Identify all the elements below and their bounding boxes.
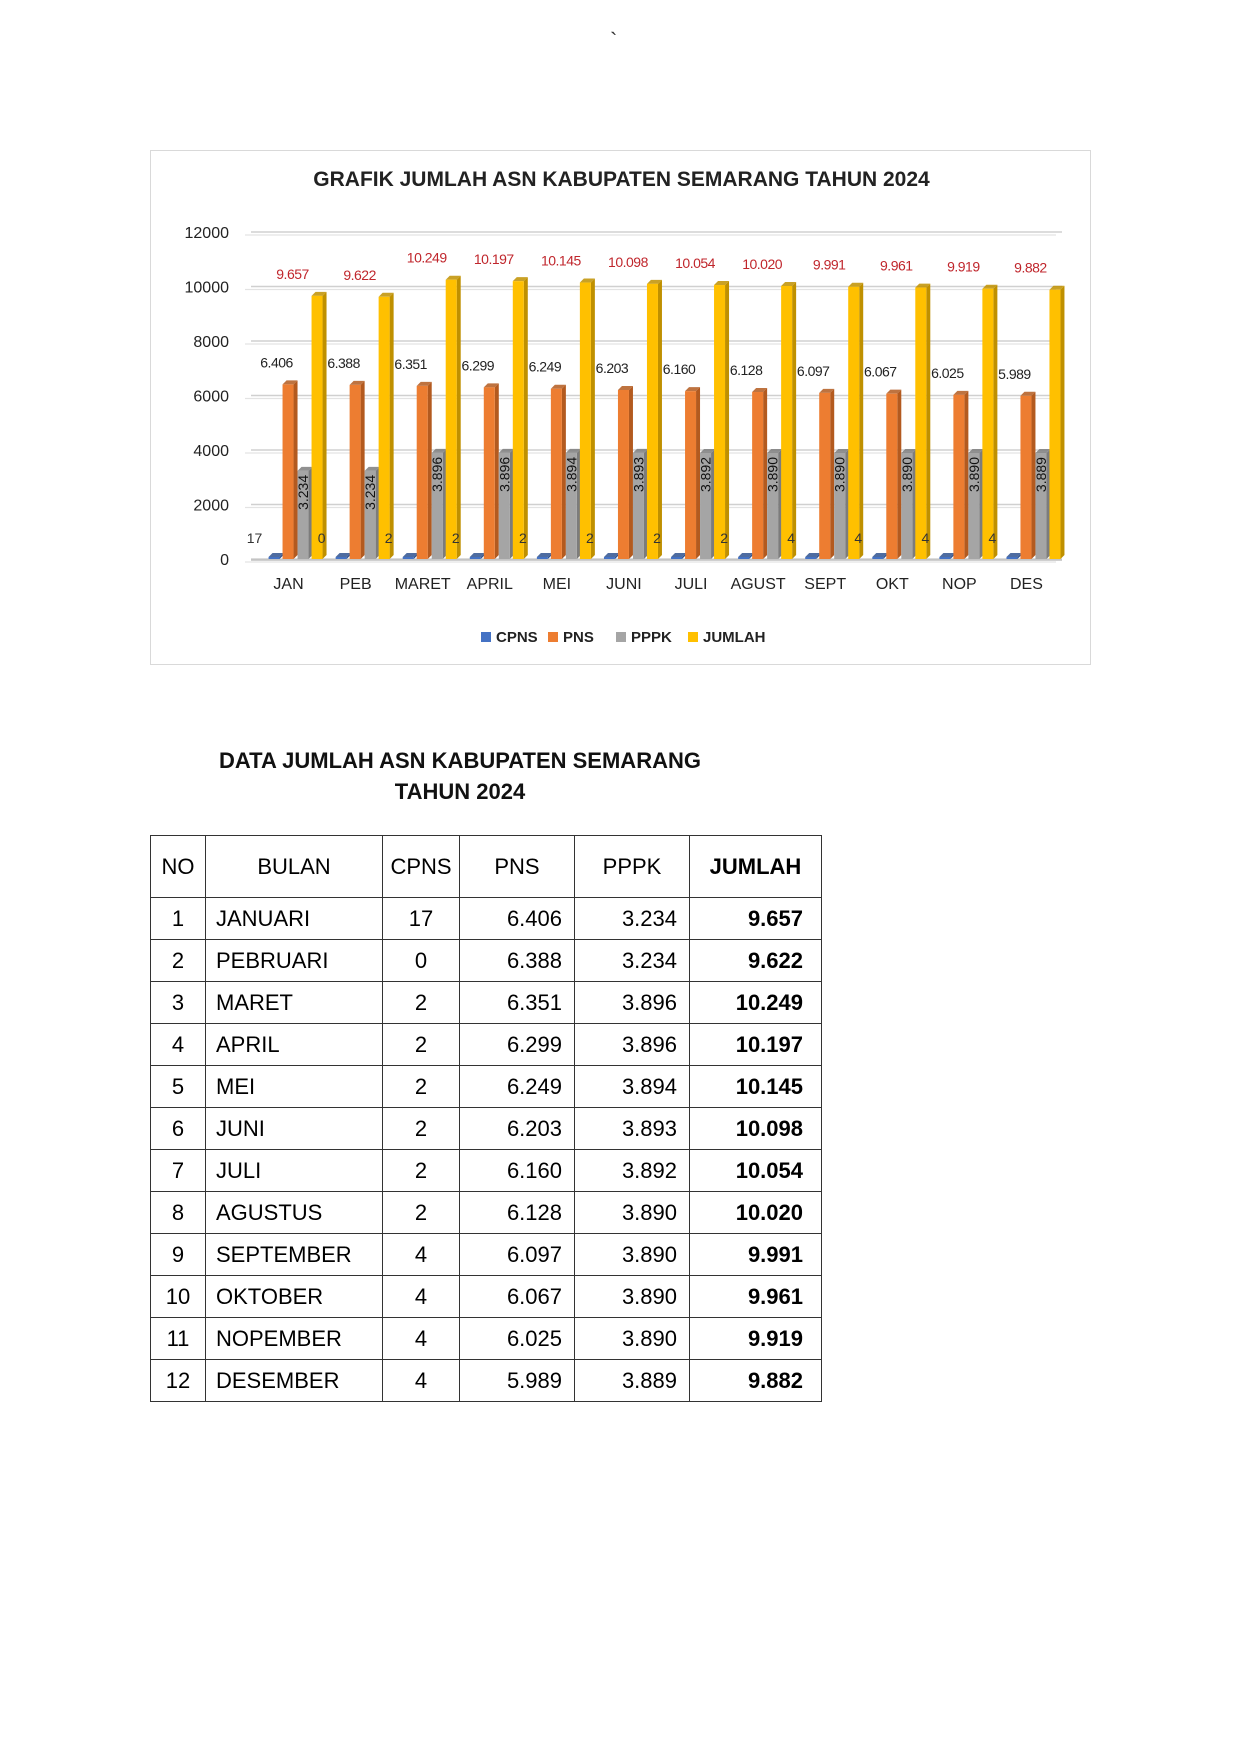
bar-pns [752, 392, 763, 559]
cell-cpns: 17 [383, 898, 460, 940]
data-label-jumlah: 10.098 [608, 253, 648, 270]
cell-no: 4 [151, 1024, 206, 1066]
bar-pns [283, 384, 294, 559]
bar-side-jumlah [792, 282, 796, 559]
data-label-pppk: 3.890 [764, 456, 781, 493]
data-label-pppk: 3.892 [697, 456, 714, 492]
cell-pns: 6.203 [460, 1108, 575, 1150]
table-row [151, 1024, 822, 1066]
legend-label-jumlah: JUMLAH [703, 629, 766, 646]
cell-no: 3 [151, 982, 206, 1024]
data-label-pns: 6.067 [864, 363, 897, 380]
data-label-pns: 6.249 [528, 358, 562, 375]
cell-pppk: 3.234 [575, 940, 690, 982]
data-label-pppk: 3.234 [362, 474, 379, 510]
cell-jumlah: 9.961 [690, 1276, 822, 1318]
cell-no: 10 [151, 1276, 206, 1318]
y-tick-label: 6000 [193, 388, 229, 406]
legend-swatch-pppk [616, 632, 626, 642]
cell-pns: 5.989 [460, 1360, 575, 1402]
cell-bulan: JUNI [206, 1108, 383, 1150]
data-label-cpns: 2 [586, 530, 594, 546]
data-label-pns: 6.406 [260, 354, 293, 371]
bar-pns [618, 390, 629, 559]
data-label-cpns: 2 [720, 530, 729, 546]
table-row [151, 1108, 822, 1150]
cell-bulan: MEI [206, 1066, 383, 1108]
x-tick-label: PEB [339, 576, 372, 593]
bar-pns [551, 389, 562, 559]
data-label-pns: 6.351 [394, 355, 427, 372]
cell-pns: 6.128 [460, 1192, 575, 1234]
cell-bulan: JANUARI [206, 898, 383, 940]
cell-no: 12 [151, 1360, 206, 1402]
cell-pns: 6.067 [460, 1276, 575, 1318]
data-label-jumlah: 10.020 [742, 255, 783, 272]
cell-jumlah: 9.991 [690, 1234, 822, 1276]
cell-pns: 6.406 [460, 898, 575, 940]
cell-cpns: 0 [383, 940, 460, 982]
data-label-jumlah: 9.657 [276, 265, 309, 282]
bar-jumlah [714, 285, 725, 559]
table-row [151, 1276, 822, 1318]
cell-jumlah: 10.054 [690, 1150, 822, 1192]
table-header-row [151, 836, 822, 898]
data-label-pns: 6.097 [796, 362, 830, 379]
bar-pns [886, 394, 897, 559]
data-label-pns: 6.128 [729, 362, 763, 379]
cell-jumlah: 10.098 [690, 1108, 822, 1150]
cell-no: 2 [151, 940, 206, 982]
cell-cpns: 2 [383, 1108, 460, 1150]
bar-jumlah [915, 288, 926, 559]
data-label-pppk: 3.890 [831, 456, 848, 493]
cell-jumlah: 9.622 [690, 940, 822, 982]
bar-jumlah [446, 280, 457, 559]
cell-bulan: OKTOBER [206, 1276, 383, 1318]
cell-pppk: 3.890 [575, 1276, 690, 1318]
table-row [151, 1234, 822, 1276]
bar-side-jumlah [658, 280, 662, 559]
cell-jumlah: 9.882 [690, 1360, 822, 1402]
data-label-pns: 6.388 [327, 354, 360, 371]
cell-no: 7 [151, 1150, 206, 1192]
cell-no: 6 [151, 1108, 206, 1150]
bar-cpns [470, 557, 481, 559]
chart-title: GRAFIK JUMLAH ASN KABUPATEN SEMARANG TAHUN 2024 [313, 168, 930, 191]
cell-cpns: 4 [383, 1276, 460, 1318]
table-title [150, 745, 770, 807]
bar-cpns [872, 557, 883, 559]
bar-jumlah [312, 296, 323, 559]
header-pppk: PPPK [575, 836, 690, 898]
x-tick-label: OKT [875, 576, 909, 593]
table-row [151, 1150, 822, 1192]
x-tick-label: DES [1010, 576, 1043, 593]
data-label-cpns: 4 [854, 530, 863, 546]
bar-pns [953, 395, 964, 559]
data-label-pns: 6.025 [931, 364, 964, 381]
header-cpns: CPNS [383, 836, 460, 898]
legend-label-pns: PNS [563, 629, 594, 646]
header-jumlah: JUMLAH [690, 836, 822, 898]
bar-side-jumlah [993, 285, 997, 559]
cell-jumlah: 10.145 [690, 1066, 822, 1108]
data-label-cpns: 4 [988, 530, 997, 546]
cell-cpns: 2 [383, 1066, 460, 1108]
bar-jumlah [982, 289, 993, 559]
cell-pppk: 3.234 [575, 898, 690, 940]
table-title-line2: TAHUN 2024 [394, 779, 526, 804]
table-row [151, 1318, 822, 1360]
data-label-jumlah: 9.622 [343, 266, 376, 283]
bar-jumlah [647, 284, 658, 559]
data-label-pns: 6.160 [662, 361, 696, 378]
cell-pppk: 3.896 [575, 1024, 690, 1066]
bar-pns [819, 393, 830, 559]
bar-cpns [738, 557, 749, 559]
table-row [151, 940, 822, 982]
bar-side-jumlah [926, 284, 930, 559]
bar-cpns [403, 557, 414, 559]
cell-pppk: 3.892 [575, 1150, 690, 1192]
x-tick-label: MARET [394, 576, 451, 593]
x-tick-label: SEPT [804, 576, 847, 593]
legend-swatch-jumlah [688, 632, 698, 642]
bar-jumlah [1049, 290, 1060, 559]
table-row [151, 898, 822, 940]
bar-side-jumlah [524, 277, 528, 559]
cell-cpns: 4 [383, 1360, 460, 1402]
cell-pppk: 3.890 [575, 1234, 690, 1276]
cell-bulan: NOPEMBER [206, 1318, 383, 1360]
bar-side-pns [361, 381, 365, 559]
y-tick-label: 8000 [193, 334, 229, 351]
cell-pppk: 3.893 [575, 1108, 690, 1150]
bar-side-jumlah [591, 279, 595, 559]
y-tick-label: 4000 [193, 443, 229, 460]
cell-cpns: 4 [383, 1318, 460, 1360]
data-label-cpns: 2 [518, 530, 527, 546]
cell-cpns: 2 [383, 1150, 460, 1192]
cell-jumlah: 9.919 [690, 1318, 822, 1360]
data-label-pppk: 3.890 [965, 456, 982, 493]
data-label-pppk: 3.890 [898, 456, 915, 493]
legend-swatch-cpns [481, 632, 491, 642]
data-label-pppk: 3.894 [563, 456, 580, 492]
cell-cpns: 2 [383, 1192, 460, 1234]
bar-cpns [671, 557, 682, 559]
chart-frame [150, 150, 1091, 665]
data-label-cpns: 4 [787, 530, 796, 546]
cell-bulan: APRIL [206, 1024, 383, 1066]
bar-pns [417, 386, 428, 559]
bar-jumlah [513, 281, 524, 559]
x-tick-label: AGUST [730, 576, 786, 593]
cell-cpns: 2 [383, 1024, 460, 1066]
data-label-jumlah: 9.991 [812, 256, 846, 273]
y-tick-label: 10000 [184, 279, 229, 297]
cell-no: 9 [151, 1234, 206, 1276]
data-label-cpns: 2 [451, 530, 460, 546]
x-tick-label: APRIL [466, 576, 513, 593]
data-label-pppk: 3.893 [630, 456, 647, 492]
header-no: NO [151, 836, 206, 898]
table-row [151, 1360, 822, 1402]
x-tick-label: JULI [674, 576, 708, 593]
cell-pppk: 3.890 [575, 1192, 690, 1234]
legend-swatch-pns [548, 632, 558, 642]
bar-side-jumlah [457, 276, 461, 559]
x-tick-label: JUNI [606, 576, 642, 593]
data-label-jumlah: 10.197 [473, 251, 514, 268]
data-label-jumlah: 9.882 [1014, 259, 1047, 276]
bar-cpns [537, 557, 548, 559]
y-tick-label: 0 [220, 552, 229, 569]
cell-pns: 6.249 [460, 1066, 575, 1108]
header-pns: PNS [460, 836, 575, 898]
cell-bulan: MARET [206, 982, 383, 1024]
bar-side-jumlah [390, 293, 394, 559]
bar-cpns [336, 557, 347, 559]
table-row [151, 1192, 822, 1234]
header-bulan: BULAN [206, 836, 383, 898]
data-label-pppk: 3.234 [295, 474, 312, 510]
x-tick-label: JAN [273, 576, 304, 593]
bar-side-jumlah [323, 292, 327, 559]
cell-pns: 6.351 [460, 982, 575, 1024]
data-table [150, 835, 822, 1402]
data-label-jumlah: 9.961 [880, 257, 913, 274]
x-tick-label: NOP [942, 576, 977, 593]
data-label-cpns: 2 [384, 530, 393, 546]
data-label-jumlah: 10.145 [540, 252, 581, 269]
bar-jumlah [848, 287, 859, 559]
cell-bulan: PEBRUARI [206, 940, 383, 982]
cell-bulan: JULI [206, 1150, 383, 1192]
cell-pppk: 3.896 [575, 982, 690, 1024]
data-label-cpns: 17 [246, 530, 263, 546]
cell-no: 1 [151, 898, 206, 940]
bar-pns [350, 385, 361, 559]
cell-no: 11 [151, 1318, 206, 1360]
cell-jumlah: 10.197 [690, 1024, 822, 1066]
table-title-line1: DATA JUMLAH ASN KABUPATEN SEMARANG [219, 748, 701, 773]
cell-bulan: SEPTEMBER [206, 1234, 383, 1276]
bar-pns [1020, 396, 1031, 559]
legend-label-cpns: CPNS [496, 629, 538, 646]
bar-chart [151, 151, 1092, 666]
cell-jumlah: 9.657 [690, 898, 822, 940]
data-label-pppk: 3.896 [429, 456, 446, 492]
data-label-pppk: 3.896 [496, 456, 513, 492]
bar-pns [484, 387, 495, 559]
data-label-jumlah: 10.249 [406, 249, 447, 266]
x-tick-label: MEI [542, 576, 572, 593]
cell-pppk: 3.894 [575, 1066, 690, 1108]
bar-side-pns [294, 380, 298, 559]
data-label-cpns: 4 [921, 530, 930, 546]
legend-label-pppk: PPPK [631, 629, 672, 646]
bar-side-jumlah [859, 283, 863, 559]
data-label-pns: 6.299 [461, 357, 495, 374]
y-tick-label: 2000 [193, 497, 229, 515]
bar-cpns [805, 557, 816, 559]
cell-pns: 6.299 [460, 1024, 575, 1066]
cell-no: 8 [151, 1192, 206, 1234]
data-label-cpns: 2 [653, 530, 661, 546]
bar-cpns [1006, 557, 1017, 559]
cell-bulan: DESEMBER [206, 1360, 383, 1402]
cell-pns: 6.388 [460, 940, 575, 982]
cell-no: 5 [151, 1066, 206, 1108]
data-label-pns: 5.989 [998, 365, 1031, 382]
bar-jumlah [379, 297, 390, 559]
cell-pns: 6.025 [460, 1318, 575, 1360]
bar-cpns [269, 557, 280, 559]
cell-jumlah: 10.020 [690, 1192, 822, 1234]
table-row [151, 1066, 822, 1108]
bar-cpns [939, 557, 950, 559]
cell-pppk: 3.890 [575, 1318, 690, 1360]
data-label-jumlah: 9.919 [947, 258, 980, 275]
cell-pppk: 3.889 [575, 1360, 690, 1402]
data-label-cpns: 0 [317, 530, 326, 546]
bar-cpns [604, 557, 615, 559]
bar-jumlah [781, 286, 792, 559]
data-label-pns: 6.203 [595, 359, 629, 376]
table-row [151, 982, 822, 1024]
cell-bulan: AGUSTUS [206, 1192, 383, 1234]
bar-side-jumlah [1060, 286, 1064, 559]
bar-jumlah [580, 283, 591, 559]
bar-pns [685, 391, 696, 559]
data-label-jumlah: 10.054 [675, 255, 715, 272]
y-tick-label: 12000 [184, 225, 229, 242]
cell-pns: 6.097 [460, 1234, 575, 1276]
cell-pns: 6.160 [460, 1150, 575, 1192]
data-label-pppk: 3.889 [1032, 457, 1049, 493]
bar-side-jumlah [725, 281, 729, 559]
page-mark: ` [610, 28, 618, 53]
cell-cpns: 4 [383, 1234, 460, 1276]
cell-cpns: 2 [383, 982, 460, 1024]
cell-jumlah: 10.249 [690, 982, 822, 1024]
